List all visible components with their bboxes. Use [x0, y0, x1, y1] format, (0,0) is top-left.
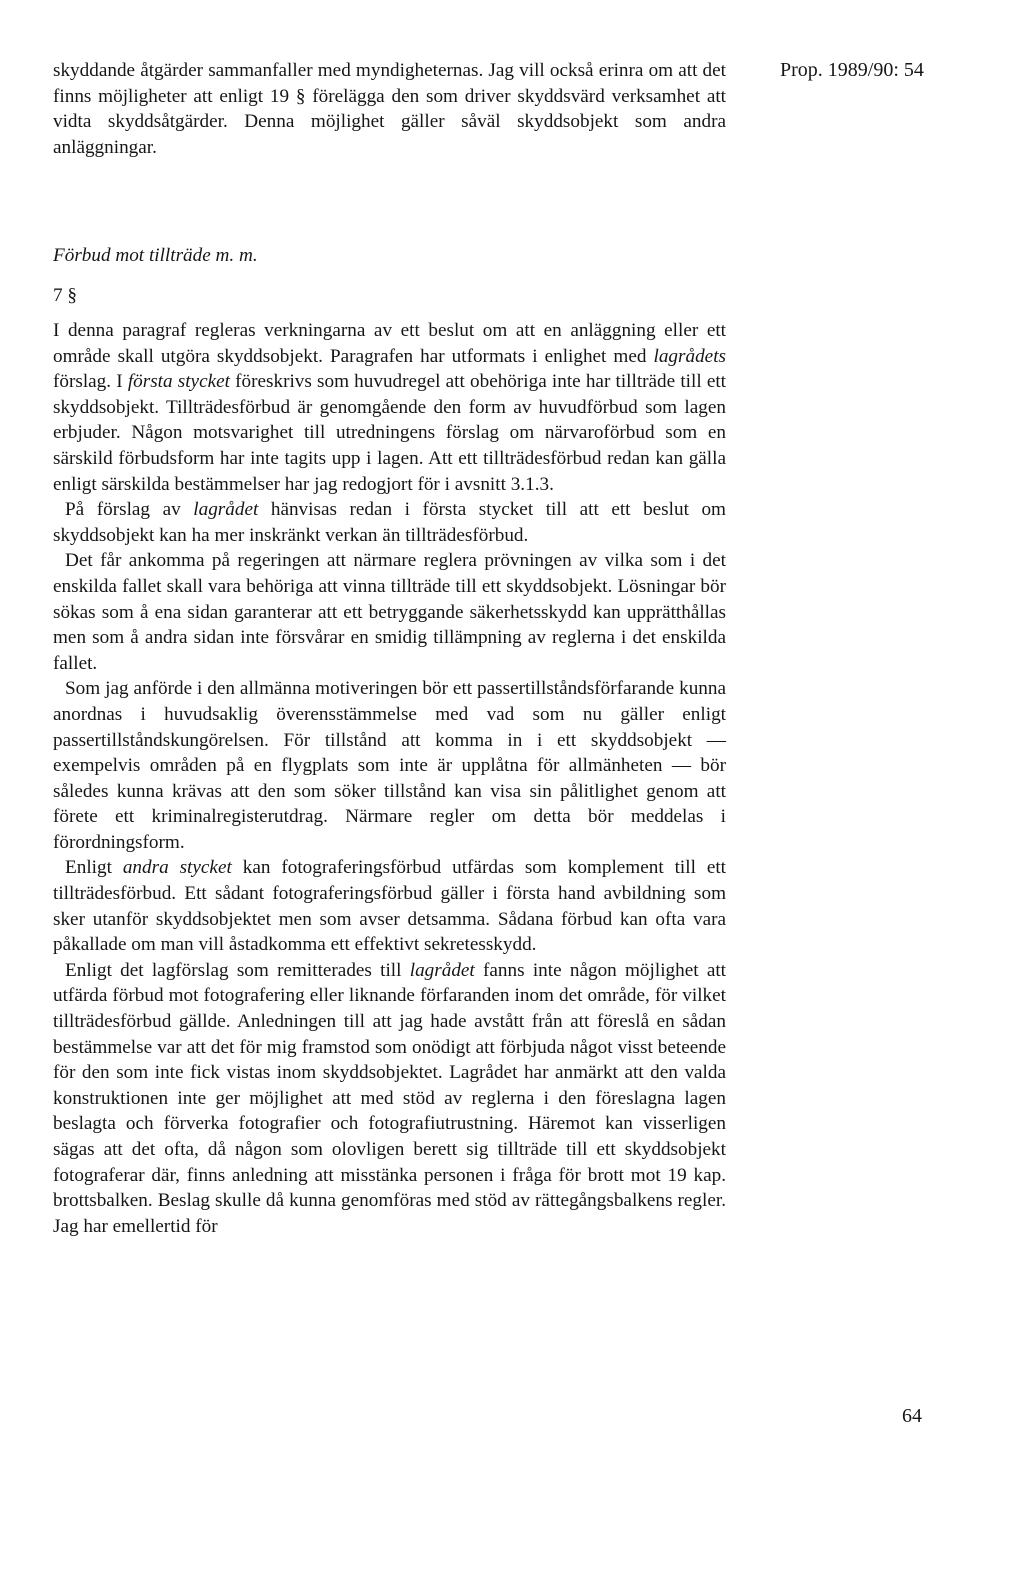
- paragraph-6: Enligt det lagförslag som remitterades till lagrådet fanns inte någon möjlighet att utfärda förbud mot fotografering eller liknande förfaranden inom det område, för vilket tillträdesförbud gällde. Anledningen till att jag hade avstått från att föreslå en sådan bestämmelse var att det för mig framstod som onödigt att förbjuda något visst beteende för den som inte fick vistas inom skyddsobjektet. Lagrådet har anmärkt att den valda konstruktionen inte ger möjlighet att med stöd av reglerna i den föreslagna lagen beslagta och förverka fotografier och fotografiutrustning. Häremot kan visserligen sägas att det ofta, då någon som olovligen berett sig tillträde till ett skyddsobjekt fotograferar där, finns anledning att misstänka personen i fråga för brott mot 19 kap. brottsbalken. Beslag skulle då kunna genomföras med stöd av rättegångsbalkens regler. Jag har emellertid för: [53, 959, 726, 1237]
- paragraph-3: Det får ankomma på regeringen att närmare reglera prövningen av vilka som i det enskilda fallet skall vara behöriga att vinna tillträde till ett skyddsobjekt. Lösningar bör sökas som å ena sidan garanterar att ett betryggande säkerhetsskydd kan upprätthållas men som å andra sidan inte försvårar en smidig tillämpning av reglerna i det enskilda fallet.: [53, 550, 726, 674]
- paragraph-5: Enligt andra stycket kan fotograferingsförbud utfärdas som komplement till ett tillträdesförbud. Ett sådant fotograferingsförbud gäller i första hand avbildning som sker utanför skyddsobjektet men som avser detsamma. Sådana förbud kan ofta vara påkallade om man vill åstadkomma ett effektivt sekretesskydd.: [53, 857, 726, 956]
- paragraph-4: Som jag anförde i den allmänna motiveringen bör ett passertillståndsförfarande kunna anordnas i huvudsaklig överensstämmelse med vad som nu gäller enligt passertillståndskungörelsen. För tillstånd att komma in i ett skyddsobjekt — exempelvis områden på en flygplats som inte är upplåtna för allmänheten — bör således kunna krävas att den som söker tillstånd kan visa sin pålitlighet genom att förete ett kriminalregisterutdrag. Närmare regler om detta bör meddelas i förordningsform.: [53, 678, 726, 853]
- continued-paragraph: [53, 58, 726, 160]
- prop-reference: Prop. 1989/90: 54: [780, 59, 924, 81]
- section-heading: Förbud mot tillträde m. m.: [53, 245, 258, 266]
- paragraph-1: I denna paragraf regleras verkningarna av ett beslut om att en anläggning eller ett område skall utgöra skyddsobjekt. Paragrafen har utformats i enlighet med lagrådets förslag. I första stycket föreskrivs som huvudregel att obehöriga inte har tillträde till ett skyddsobjekt. Tillträdesförbud är genomgående den form av huvudförbud som lagen erbjuder. Någon motsvarighet till utredningens förslag om närvaroförbud som en särskild förbudsform har inte tagits upp i lagen. Att ett tillträdesförbud redan kan gälla enligt särskilda bestämmelser har jag redogjort för i avsnitt 3.1.3.: [53, 320, 727, 495]
- paragraph-2: På förslag av lagrådet hänvisas redan i första stycket till att ett beslut om skyddsobjekt kan ha mer inskränkt verkan än tillträdesförbud.: [53, 499, 726, 546]
- section-body: [53, 318, 726, 1239]
- page-number: 64: [902, 1405, 922, 1427]
- paragraph-intro: skyddande åtgärder sammanfaller med myndigheternas. Jag vill också erinra om att det finns möjligheter att enligt 19 § förelägga den som driver skyddsvärd verksamhet att vidta skyddsåtgärder. Denna möjlighet gäller såväl skyddsobjekt som andra anläggningar.: [53, 60, 726, 158]
- section-label: 7 §: [53, 285, 77, 306]
